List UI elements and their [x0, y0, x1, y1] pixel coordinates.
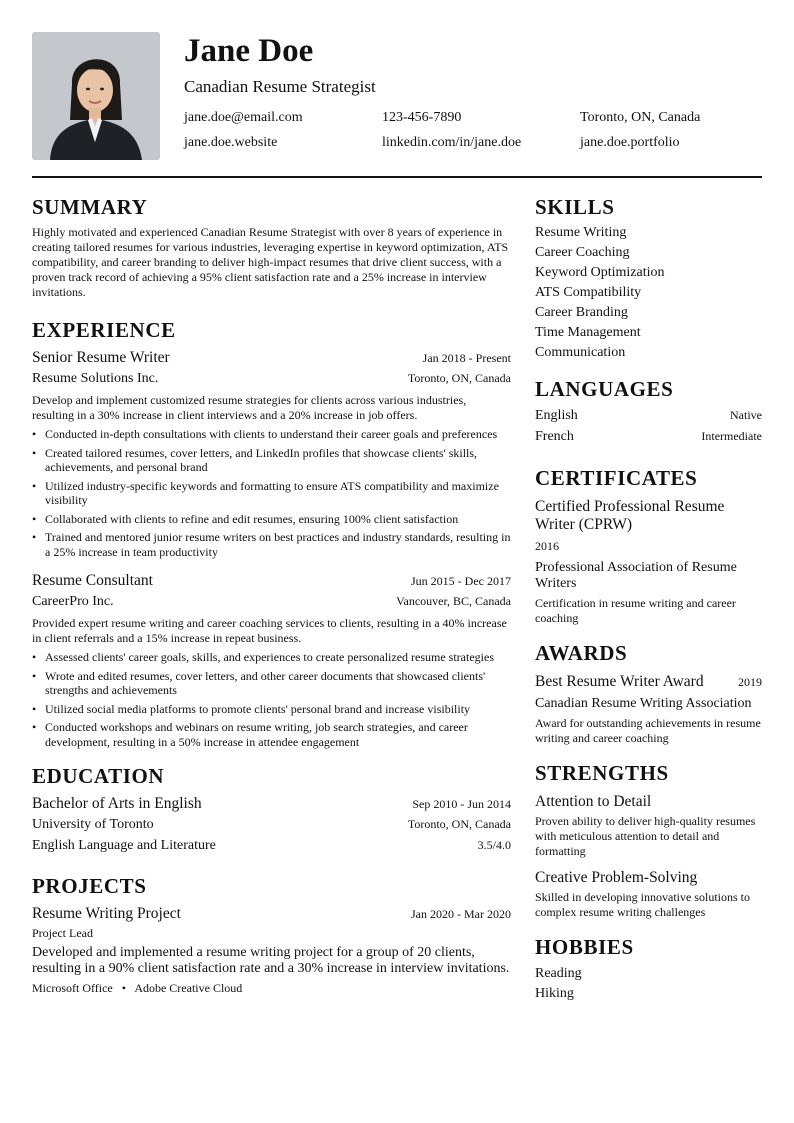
award-name: Best Resume Writer Award [535, 673, 704, 690]
project-role: Project Lead [32, 926, 93, 940]
strength-description: Skilled in developing innovative solutions to complex resume writing challenges [535, 890, 750, 919]
contact-location: Toronto, ON, Canada [580, 110, 701, 125]
skills-list [535, 223, 762, 363]
section-heading: SKILLS [535, 195, 615, 219]
award-organization: Canadian Resume Writing Association [535, 696, 752, 711]
certificate-name: Professional Association of Resume Writers [535, 560, 737, 591]
summary-text: Highly motivated and experienced Canadian Resume Strategist with over 8 years of experience in creating tailored resumes for various industries, leveraging expertise in keyword optimization, ATS compatibility, and career branding to deliver high-impact resumes that drive client success, with a proven track record of achieving a 95% client satisfaction rate and a 25% increase in interview invitations. [32, 225, 509, 299]
resume-header [32, 32, 762, 160]
project-name: Resume Writing Project [32, 905, 181, 922]
candidate-name: Jane Doe [184, 33, 314, 69]
header-divider [32, 176, 762, 178]
education-school: University of Toronto [32, 817, 154, 832]
contact-phone[interactable]: 123-456-7890 [382, 110, 462, 125]
job-entry [32, 348, 511, 559]
project-tools [32, 981, 511, 996]
strength-description: Proven ability to deliver high-quality resumes with meticulous attention to detail and formatting [535, 814, 756, 858]
awards-section [535, 640, 762, 746]
skill-item: Communication [535, 345, 626, 360]
job-role: Resume Consultant [32, 572, 153, 589]
section-heading: HOBBIES [535, 935, 634, 959]
skill-item: Career Coaching [535, 245, 630, 260]
section-heading: LANGUAGES [535, 377, 674, 401]
certificate-name: Certified Professional Resume Writer (CPRW) [535, 498, 725, 533]
project-description: Developed and implemented a resume writing project for a group of 20 clients, resulting in a 90% client satisfaction rate and a 30% increase in interview invitations. [32, 945, 510, 976]
language-level: Intermediate [701, 429, 762, 443]
list-item: • Trained and mentored junior resume writers on best practices and industry standards, resulting in a 25% increase in team productivity [32, 530, 511, 559]
job-location: Vancouver, BC, Canada [396, 594, 511, 608]
profile-photo [32, 32, 160, 160]
project-dates: Jan 2020 - Mar 2020 [411, 907, 511, 921]
hobby-item: Reading [535, 966, 582, 981]
projects-section [32, 873, 511, 996]
section-heading: AWARDS [535, 641, 628, 665]
job-location: Toronto, ON, Canada [407, 371, 511, 385]
project-tool: Microsoft Office [32, 981, 113, 995]
list-item: • Created tailored resumes, cover letters, and LinkedIn profiles that showcase clients' skills, achievements, and personal brand [32, 446, 511, 475]
education-degree: Bachelor of Arts in English [32, 795, 202, 812]
job-role: Senior Resume Writer [32, 349, 170, 366]
job-company: CareerPro Inc. [32, 594, 114, 609]
main-column [32, 194, 511, 996]
list-item: • Utilized industry-specific keywords and formatting to ensure ATS compatibility and maximize visibility [32, 479, 511, 508]
candidate-title: Canadian Resume Strategist [184, 77, 376, 96]
job-description: Develop and implement customized resume strategies for clients across various industries, resulting in a 30% increase in client interviews and a 20% increase in job offers. [32, 393, 467, 422]
education-field: English Language and Literature [32, 838, 216, 853]
skill-item: Time Management [535, 325, 641, 340]
section-heading: SUMMARY [32, 195, 148, 219]
section-heading: CERTIFICATES [535, 466, 698, 490]
job-dates: Jun 2015 - Dec 2017 [411, 574, 511, 588]
list-item: • Wrote and edited resumes, cover letters, and other career documents that showcased clients' strengths and achievements [32, 669, 511, 698]
contact-linkedin[interactable]: linkedin.com/in/jane.doe [382, 135, 522, 150]
skill-item: ATS Compatibility [535, 285, 642, 300]
language-name: English [535, 408, 578, 423]
skill-item: Career Branding [535, 305, 628, 320]
contact-email[interactable]: jane.doe@email.com [184, 110, 303, 125]
section-heading: EDUCATION [32, 764, 165, 788]
certificates-section [535, 465, 762, 626]
section-heading: PROJECTS [32, 874, 147, 898]
job-bullets [32, 427, 511, 559]
list-item: • Assessed clients' career goals, skills, and experiences to create personalized resume strategies [32, 650, 511, 665]
experience-section [32, 317, 511, 749]
contact-portfolio[interactable]: jane.doe.portfolio [580, 135, 680, 150]
summary-section [32, 194, 511, 300]
award-year: 2019 [738, 675, 762, 689]
tool-separator: • [121, 981, 126, 995]
job-description: Provided expert resume writing and career coaching services to clients, resulting in a 40% increase in client referrals and a 15% increase in repeat business. [32, 616, 507, 645]
list-item: • Conducted workshops and webinars on resume writing, job search strategies, and career development, resulting in a 50% increase in attendee engagement [32, 720, 511, 749]
education-gpa: 3.5/4.0 [477, 838, 511, 852]
list-item: • Utilized social media platforms to promote clients' personal brand and increase visibility [32, 702, 511, 717]
skill-item: Resume Writing [535, 225, 627, 240]
list-item: • Collaborated with clients to refine and edit resumes, ensuring 100% client satisfaction [32, 512, 511, 527]
job-entry [32, 571, 511, 749]
education-dates: Sep 2010 - Jun 2014 [412, 797, 511, 811]
language-level: Native [730, 408, 762, 422]
education-location: Toronto, ON, Canada [407, 817, 511, 831]
section-heading: STRENGTHS [535, 761, 669, 785]
project-tool: Adobe Creative Cloud [134, 981, 243, 995]
job-dates: Jan 2018 - Present [422, 351, 511, 365]
award-description: Award for outstanding achievements in resume writing and career coaching [535, 716, 761, 745]
languages-section [535, 376, 762, 447]
skills-section [535, 194, 762, 363]
hobby-item: Hiking [535, 986, 574, 1001]
strength-name: Attention to Detail [535, 793, 652, 810]
hobbies-section [535, 934, 762, 1004]
job-company: Resume Solutions Inc. [32, 371, 159, 386]
certificate-year: 2016 [535, 539, 559, 553]
section-heading: EXPERIENCE [32, 318, 176, 342]
list-item: • Conducted in-depth consultations with clients to understand their career goals and preferences [32, 427, 511, 442]
strengths-section [535, 760, 762, 920]
profile-photo-illustration [32, 32, 160, 160]
strength-name: Creative Problem-Solving [535, 869, 698, 886]
skill-item: Keyword Optimization [535, 265, 665, 280]
job-bullets [32, 650, 511, 749]
contact-website[interactable]: jane.doe.website [184, 135, 278, 150]
language-name: French [535, 429, 574, 444]
certificate-detail: Certification in resume writing and career coaching [535, 596, 736, 625]
education-section [32, 763, 511, 856]
sidebar-column [535, 194, 762, 1004]
